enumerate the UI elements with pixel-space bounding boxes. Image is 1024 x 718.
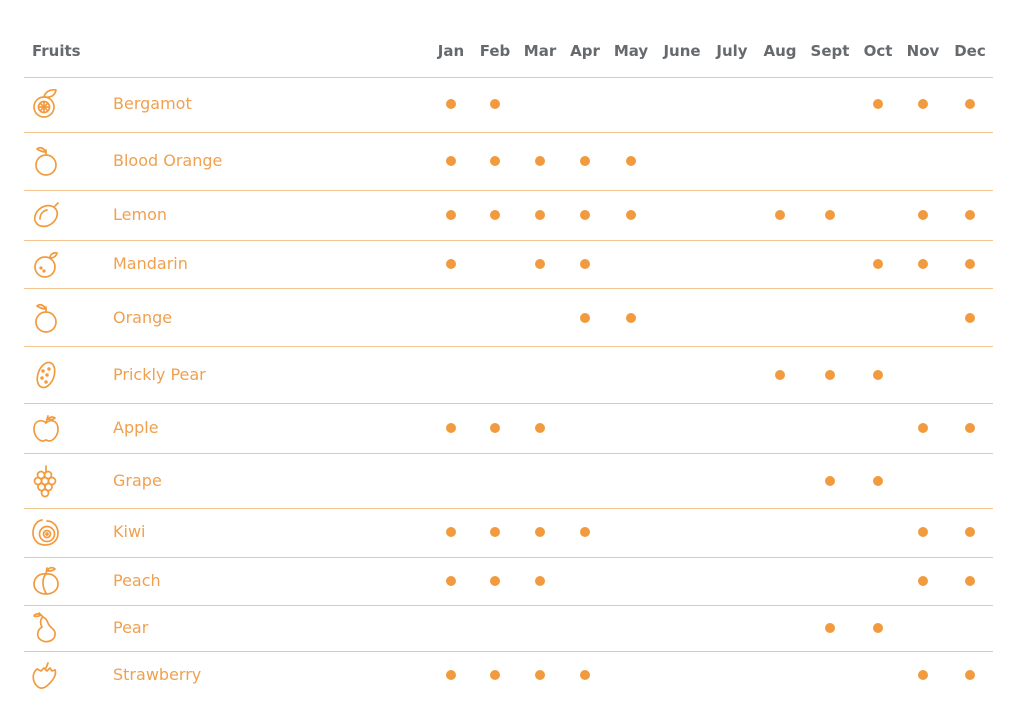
month-header-feb: Feb	[479, 42, 511, 60]
season-dot-strawberry-mar	[535, 670, 545, 680]
season-dot-apple-dec	[965, 423, 975, 433]
month-header-dec: Dec	[954, 42, 986, 60]
season-dot-blood-orange-feb	[490, 156, 500, 166]
grape-icon	[28, 463, 64, 499]
season-dot-lemon-apr	[580, 210, 590, 220]
season-dot-blood-orange-mar	[535, 156, 545, 166]
season-dot-orange-may	[626, 313, 636, 323]
prickly-pear-icon	[28, 357, 64, 393]
season-dot-lemon-feb	[490, 210, 500, 220]
season-dot-grape-sept	[825, 476, 835, 486]
mandarin-icon	[28, 246, 64, 282]
season-dot-bergamot-dec	[965, 99, 975, 109]
season-dot-mandarin-jan	[446, 259, 456, 269]
fruit-name-apple: Apple	[113, 418, 159, 437]
season-dot-peach-dec	[965, 576, 975, 586]
row-divider	[24, 453, 993, 454]
season-dot-strawberry-nov	[918, 670, 928, 680]
row-divider	[24, 77, 993, 78]
season-dot-pear-sept	[825, 623, 835, 633]
season-dot-peach-nov	[918, 576, 928, 586]
fruit-name-kiwi: Kiwi	[113, 522, 146, 541]
season-dot-peach-mar	[535, 576, 545, 586]
month-header-oct: Oct	[863, 42, 893, 60]
fruit-name-mandarin: Mandarin	[113, 254, 188, 273]
month-header-mar: Mar	[523, 42, 557, 60]
fruit-name-strawberry: Strawberry	[113, 665, 202, 684]
season-dot-lemon-jan	[446, 210, 456, 220]
fruits-column-header: Fruits	[32, 42, 81, 60]
fruit-name-pear: Pear	[113, 618, 149, 637]
fruit-name-grape: Grape	[113, 471, 162, 490]
peach-icon	[28, 563, 64, 599]
season-dot-apple-feb	[490, 423, 500, 433]
lemon-icon	[28, 197, 64, 233]
season-dot-mandarin-dec	[965, 259, 975, 269]
season-dot-mandarin-oct	[873, 259, 883, 269]
row-divider	[24, 132, 993, 133]
season-dot-lemon-nov	[918, 210, 928, 220]
season-dot-strawberry-apr	[580, 670, 590, 680]
season-dot-strawberry-jan	[446, 670, 456, 680]
season-dot-apple-nov	[918, 423, 928, 433]
kiwi-icon	[28, 514, 64, 550]
row-divider	[24, 240, 993, 241]
fruit-name-blood-orange: Blood Orange	[113, 151, 223, 170]
fruit-name-bergamot: Bergamot	[113, 94, 192, 113]
month-header-sept: Sept	[810, 42, 850, 60]
season-dot-lemon-aug	[775, 210, 785, 220]
season-dot-pear-oct	[873, 623, 883, 633]
season-dot-lemon-dec	[965, 210, 975, 220]
season-dot-orange-dec	[965, 313, 975, 323]
season-dot-peach-feb	[490, 576, 500, 586]
row-divider	[24, 508, 993, 509]
month-header-apr: Apr	[570, 42, 600, 60]
season-dot-prickly-pear-sept	[825, 370, 835, 380]
month-header-nov: Nov	[906, 42, 940, 60]
row-divider	[24, 557, 993, 558]
season-dot-mandarin-apr	[580, 259, 590, 269]
apple-icon	[28, 410, 64, 446]
season-dot-mandarin-nov	[918, 259, 928, 269]
season-dot-prickly-pear-aug	[775, 370, 785, 380]
month-header-may: May	[613, 42, 649, 60]
season-dot-bergamot-nov	[918, 99, 928, 109]
bergamot-icon	[28, 86, 64, 122]
season-dot-bergamot-feb	[490, 99, 500, 109]
season-dot-lemon-may	[626, 210, 636, 220]
fruit-name-orange: Orange	[113, 308, 173, 327]
row-divider	[24, 288, 993, 289]
season-dot-strawberry-feb	[490, 670, 500, 680]
season-dot-kiwi-apr	[580, 527, 590, 537]
season-dot-peach-jan	[446, 576, 456, 586]
row-divider	[24, 190, 993, 191]
row-divider	[24, 651, 993, 652]
season-dot-kiwi-feb	[490, 527, 500, 537]
season-dot-bergamot-jan	[446, 99, 456, 109]
season-dot-kiwi-nov	[918, 527, 928, 537]
row-divider	[24, 346, 993, 347]
season-dot-grape-oct	[873, 476, 883, 486]
pear-icon	[28, 610, 64, 646]
season-dot-blood-orange-may	[626, 156, 636, 166]
month-header-aug: Aug	[763, 42, 797, 60]
month-header-jan: Jan	[437, 42, 465, 60]
season-dot-mandarin-mar	[535, 259, 545, 269]
strawberry-icon	[28, 657, 64, 693]
row-divider	[24, 403, 993, 404]
month-header-june: June	[663, 42, 701, 60]
fruit-name-peach: Peach	[113, 571, 161, 590]
season-dot-apple-jan	[446, 423, 456, 433]
row-divider	[24, 605, 993, 606]
fruit-name-prickly-pear: Prickly Pear	[113, 365, 206, 384]
blood-orange-icon	[28, 143, 64, 179]
season-dot-lemon-sept	[825, 210, 835, 220]
season-dot-blood-orange-jan	[446, 156, 456, 166]
fruit-name-lemon: Lemon	[113, 205, 167, 224]
season-dot-bergamot-oct	[873, 99, 883, 109]
season-dot-strawberry-dec	[965, 670, 975, 680]
season-dot-kiwi-dec	[965, 527, 975, 537]
season-dot-prickly-pear-oct	[873, 370, 883, 380]
season-dot-apple-mar	[535, 423, 545, 433]
season-dot-lemon-mar	[535, 210, 545, 220]
season-dot-blood-orange-apr	[580, 156, 590, 166]
season-dot-kiwi-mar	[535, 527, 545, 537]
season-dot-kiwi-jan	[446, 527, 456, 537]
season-dot-orange-apr	[580, 313, 590, 323]
month-header-july: July	[716, 42, 748, 60]
orange-icon	[28, 300, 64, 336]
